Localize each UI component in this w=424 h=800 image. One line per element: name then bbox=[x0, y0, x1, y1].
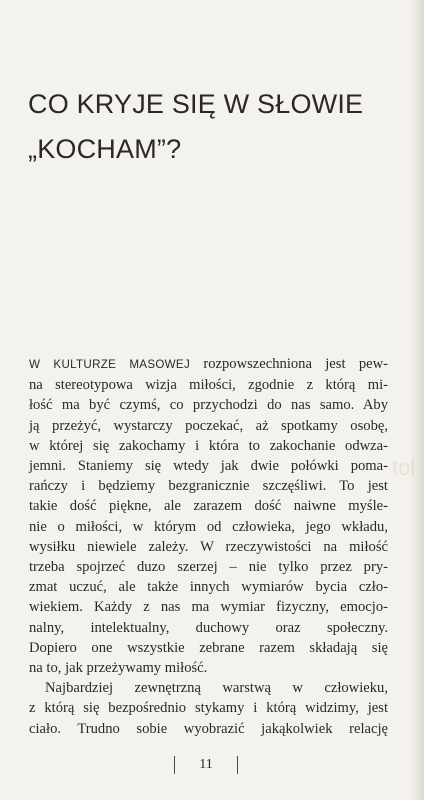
paragraph-2-line: ciało. Trudno sobie wyobrazić jakąkolwiek relację bbox=[29, 720, 388, 737]
paragraph-2-line: Najbardziej zewnętrzną warstwą w człowieku, bbox=[45, 680, 388, 697]
page-number: 11 bbox=[199, 757, 213, 772]
chapter-heading bbox=[28, 82, 408, 172]
paragraph-1-line: na stereotypowa wizja miłości, zgodnie z którą mi- bbox=[29, 377, 388, 394]
paragraph-1-line: w której się zakochamy i która to zakochanie odwza- bbox=[29, 437, 388, 454]
page-spine-shadow bbox=[408, 0, 424, 800]
paragraph-1-line: trzeba spojrzeć duzo szerzej – nie tylko przez pry- bbox=[29, 559, 388, 576]
paragraph-1-line: takie dość piękne, ale zarazem dość naiwne myśle- bbox=[29, 498, 388, 515]
page-folio bbox=[174, 755, 238, 777]
paragraph-1-line: ją przeżyć, wystarczy poczekać, aż spotkamy osobę, bbox=[29, 417, 388, 434]
paragraph-1-line: na to, jak przeżywamy miłość. bbox=[29, 660, 208, 677]
chapter-heading-line-2: „KOCHAM”? bbox=[28, 134, 182, 164]
paragraph-1-line: łość ma być czymś, co przychodzi do nas samo. Aby bbox=[29, 397, 388, 414]
paragraph-1-line: wysiłku niewiele zależy. W rzeczywistości na miłość bbox=[29, 538, 388, 555]
folio-rule-right bbox=[237, 756, 238, 774]
chapter-heading-line-1: CO KRYJE SIĘ W SŁOWIE bbox=[28, 89, 364, 119]
paragraph-2-line: z którą się bezpośrednio stykamy i którą widzimy, jest bbox=[29, 700, 388, 717]
watermark-text: tol bbox=[392, 455, 416, 480]
paragraph-1-line: zmat uczuć, ale także innych wymiarów bycia czło- bbox=[29, 579, 388, 596]
lead-in-caps: W KULTURZE MASOWEJ bbox=[29, 358, 191, 371]
paragraph-1-line: nie o miłości, w którym od człowieka, jego wkładu, bbox=[29, 518, 388, 535]
paragraph-1-line: wiekiem. Każdy z nas ma wymiar fizyczny, emocjo- bbox=[29, 599, 388, 616]
paragraph-1-line: Dopiero one wszystkie zebrane razem składają się bbox=[29, 639, 388, 656]
body-text bbox=[29, 354, 388, 739]
paragraph-1-line: nalny, intelektualny, duchowy oraz społeczny. bbox=[29, 619, 388, 636]
paragraph-1-line: rańczy i będziemy bezgranicznie szczęśliwi. To jest bbox=[29, 478, 388, 495]
paragraph-1-line: jemni. Staniemy się wtedy jak dwie połówki poma- bbox=[29, 458, 388, 475]
paragraph-1-line: W KULTURZE MASOWEJ rozpowszechniona jest pew- bbox=[29, 356, 388, 372]
